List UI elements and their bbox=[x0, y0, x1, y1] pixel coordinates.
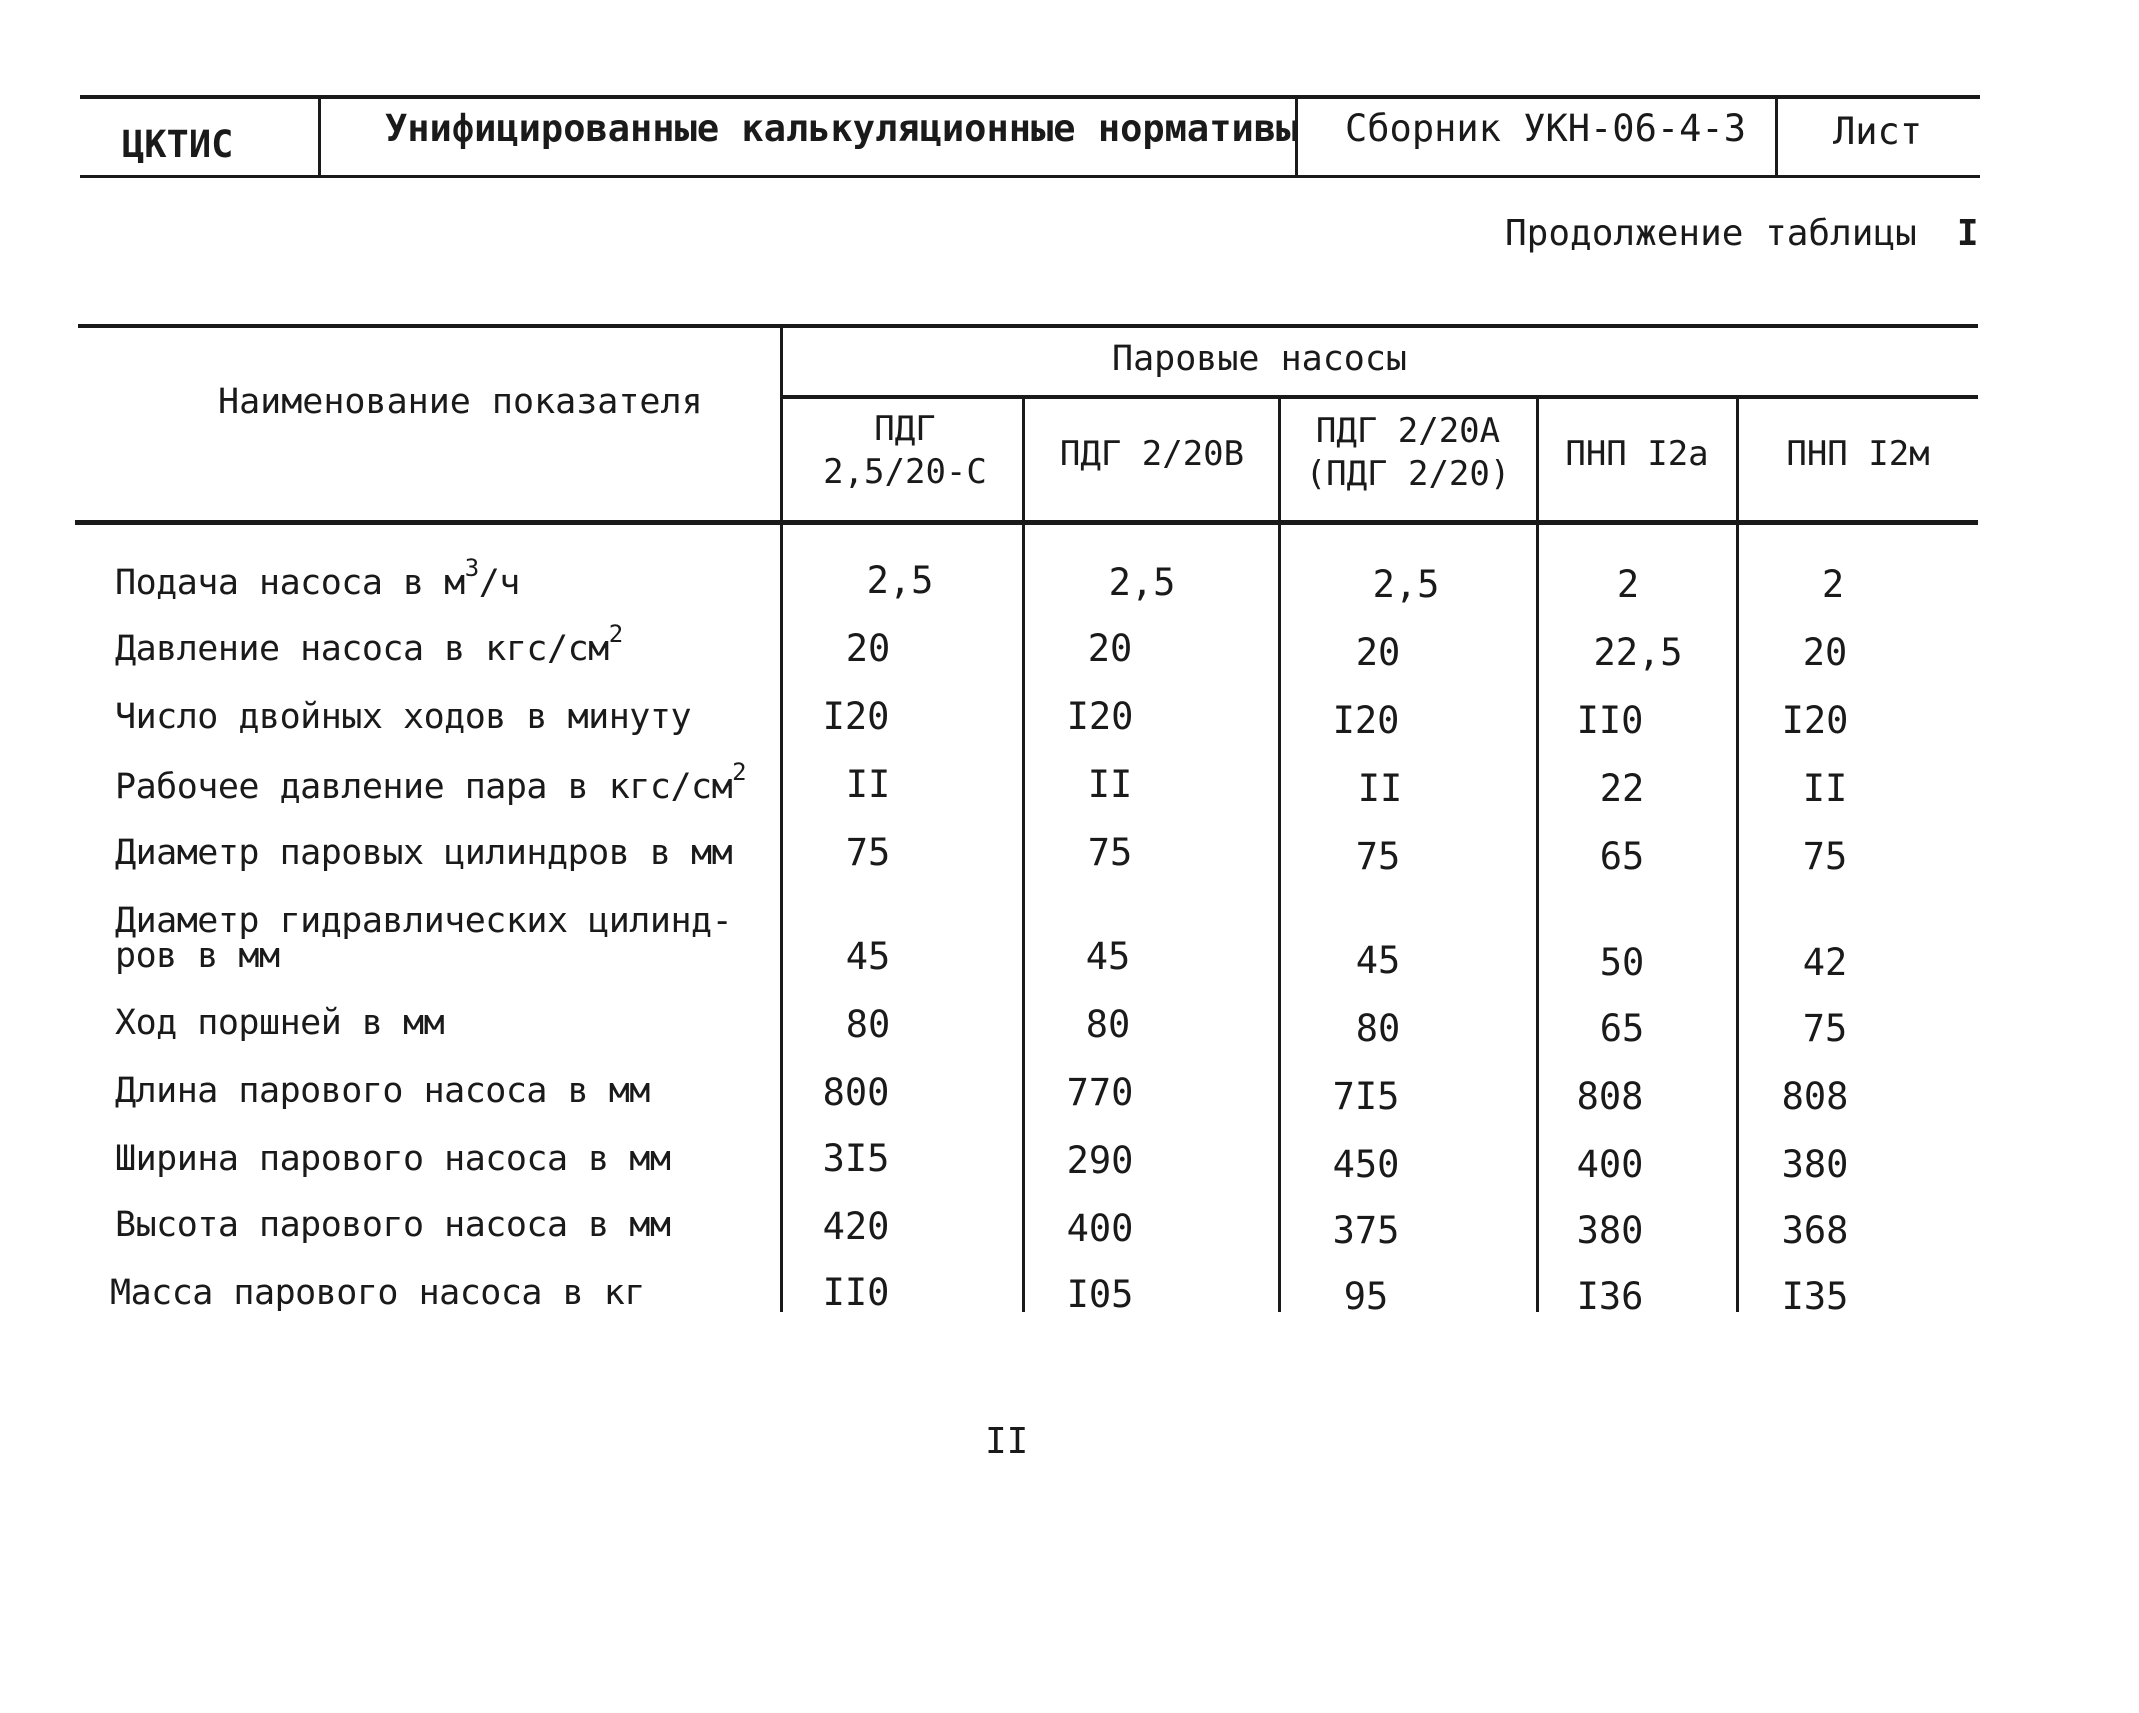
cell-value: 45 bbox=[1355, 939, 1401, 982]
cell-value: I05 bbox=[1066, 1273, 1134, 1316]
cell-value: 400 bbox=[1576, 1143, 1644, 1186]
cell-value: 22 bbox=[1599, 767, 1645, 810]
cell-value: II bbox=[1802, 767, 1848, 810]
cell-value: 375 bbox=[1332, 1209, 1400, 1252]
row-label: Ход поршней в мм bbox=[115, 1003, 445, 1043]
row-label: Масса парового насоса в кг bbox=[110, 1273, 645, 1313]
cell-value: 7I5 bbox=[1332, 1075, 1400, 1118]
cell-value: II bbox=[1357, 767, 1403, 810]
cell-value: I20 bbox=[1332, 699, 1400, 742]
cell-value: 450 bbox=[1332, 1143, 1400, 1186]
cell-value: 80 bbox=[1085, 1003, 1131, 1046]
group-rule bbox=[780, 395, 1978, 399]
row-label: Диаметр паровых цилиндров в мм bbox=[115, 833, 733, 873]
row-label: Число двойных ходов в минуту bbox=[115, 697, 692, 737]
cell-value: 22,5 bbox=[1593, 631, 1683, 674]
column-divider bbox=[1022, 397, 1025, 1312]
row-label: Рабочее давление пара в кгс/$см^2$ bbox=[115, 758, 747, 807]
cell-value: 808 bbox=[1576, 1075, 1644, 1118]
cell-value: I20 bbox=[822, 695, 890, 738]
header-divider bbox=[1775, 97, 1778, 177]
cell-value: 3I5 bbox=[822, 1137, 890, 1180]
group-header: Паровые насосы bbox=[1112, 339, 1408, 379]
header-top-rule bbox=[80, 95, 1980, 99]
row-label: Диаметр гидравлических цилинд- ров в мм bbox=[115, 901, 733, 976]
header-sheet: Лист bbox=[1833, 110, 1923, 153]
cell-value: 45 bbox=[1085, 935, 1131, 978]
header-bottom-rule bbox=[75, 520, 1978, 525]
continuation-text: Продолжение таблицы bbox=[1505, 213, 1917, 254]
page-number: II bbox=[985, 1421, 1029, 1462]
cell-value: 20 bbox=[1355, 631, 1401, 674]
cell-value: 75 bbox=[1802, 1007, 1848, 1050]
row-label: Длина парового насоса в мм bbox=[115, 1071, 650, 1111]
column-divider bbox=[780, 326, 783, 1312]
cell-value: 65 bbox=[1599, 835, 1645, 878]
cell-value: 45 bbox=[845, 935, 891, 978]
cell-value: 2,5 bbox=[1108, 561, 1176, 604]
column-divider bbox=[1736, 397, 1739, 1312]
row-label: Ширина парового насоса в мм bbox=[115, 1139, 671, 1179]
cell-value: 400 bbox=[1066, 1207, 1134, 1250]
cell-value: 20 bbox=[845, 627, 891, 670]
cell-value: 2 bbox=[1821, 563, 1845, 606]
cell-value: 75 bbox=[1087, 831, 1133, 874]
table-top-rule bbox=[78, 324, 1978, 328]
header-collection: Сборник УКН-06-4-3 bbox=[1345, 107, 1746, 150]
cell-value: I36 bbox=[1576, 1275, 1644, 1318]
cell-value: 368 bbox=[1781, 1209, 1849, 1252]
cell-value: 20 bbox=[1087, 627, 1133, 670]
column-header: ПНП I2а bbox=[1565, 434, 1709, 474]
cell-value: 800 bbox=[822, 1071, 890, 1114]
cell-value: 808 bbox=[1781, 1075, 1849, 1118]
cell-value: I20 bbox=[1066, 695, 1134, 738]
column-divider bbox=[1536, 397, 1539, 1312]
cell-value: 95 bbox=[1343, 1275, 1389, 1318]
cell-value: II0 bbox=[1576, 699, 1644, 742]
cell-value: 290 bbox=[1066, 1139, 1134, 1182]
cell-value: 50 bbox=[1599, 941, 1645, 984]
cell-value: I35 bbox=[1781, 1275, 1849, 1318]
table-number: I bbox=[1956, 213, 1979, 254]
continuation-note bbox=[1505, 213, 1979, 254]
cell-value: II bbox=[1087, 763, 1133, 806]
cell-value: 2,5 bbox=[1372, 563, 1440, 606]
cell-value: I20 bbox=[1781, 699, 1849, 742]
cell-value: 420 bbox=[822, 1205, 890, 1248]
header-org: ЦКТИС bbox=[122, 123, 234, 166]
cell-value: II bbox=[845, 763, 891, 806]
cell-value: 80 bbox=[1355, 1007, 1401, 1050]
cell-value: 80 bbox=[845, 1003, 891, 1046]
column-header: ПДГ 2/20А (ПДГ 2/20) bbox=[1305, 411, 1511, 494]
row-label: Высота парового насоса в мм bbox=[115, 1205, 671, 1245]
cell-value: 380 bbox=[1576, 1209, 1644, 1252]
name-column-header: Наименование показателя bbox=[218, 382, 703, 422]
column-header: ПДГ 2/20В bbox=[1059, 434, 1245, 474]
row-label: Давление насоса в кгс/$см^2$ bbox=[115, 620, 623, 669]
header-divider bbox=[318, 97, 321, 177]
cell-value: 20 bbox=[1802, 631, 1848, 674]
cell-value: 75 bbox=[1355, 835, 1401, 878]
cell-value: 65 bbox=[1599, 1007, 1645, 1050]
cell-value: 2 bbox=[1616, 563, 1640, 606]
column-header: ПДГ 2,5/20-С bbox=[823, 409, 987, 492]
cell-value: 2,5 bbox=[866, 559, 934, 602]
cell-value: 75 bbox=[845, 831, 891, 874]
cell-value: 75 bbox=[1802, 835, 1848, 878]
header-title: Унифицированные калькуляционные нормативы bbox=[385, 107, 1299, 150]
column-divider bbox=[1278, 397, 1281, 1312]
cell-value: 380 bbox=[1781, 1143, 1849, 1186]
row-label: Подача насоса в $м^3/ч$ bbox=[115, 554, 520, 603]
header-bottom-rule bbox=[80, 175, 1980, 178]
cell-value: 42 bbox=[1802, 941, 1848, 984]
cell-value: II0 bbox=[822, 1271, 890, 1314]
cell-value: 770 bbox=[1066, 1071, 1134, 1114]
column-header: ПНП I2м bbox=[1786, 434, 1930, 474]
